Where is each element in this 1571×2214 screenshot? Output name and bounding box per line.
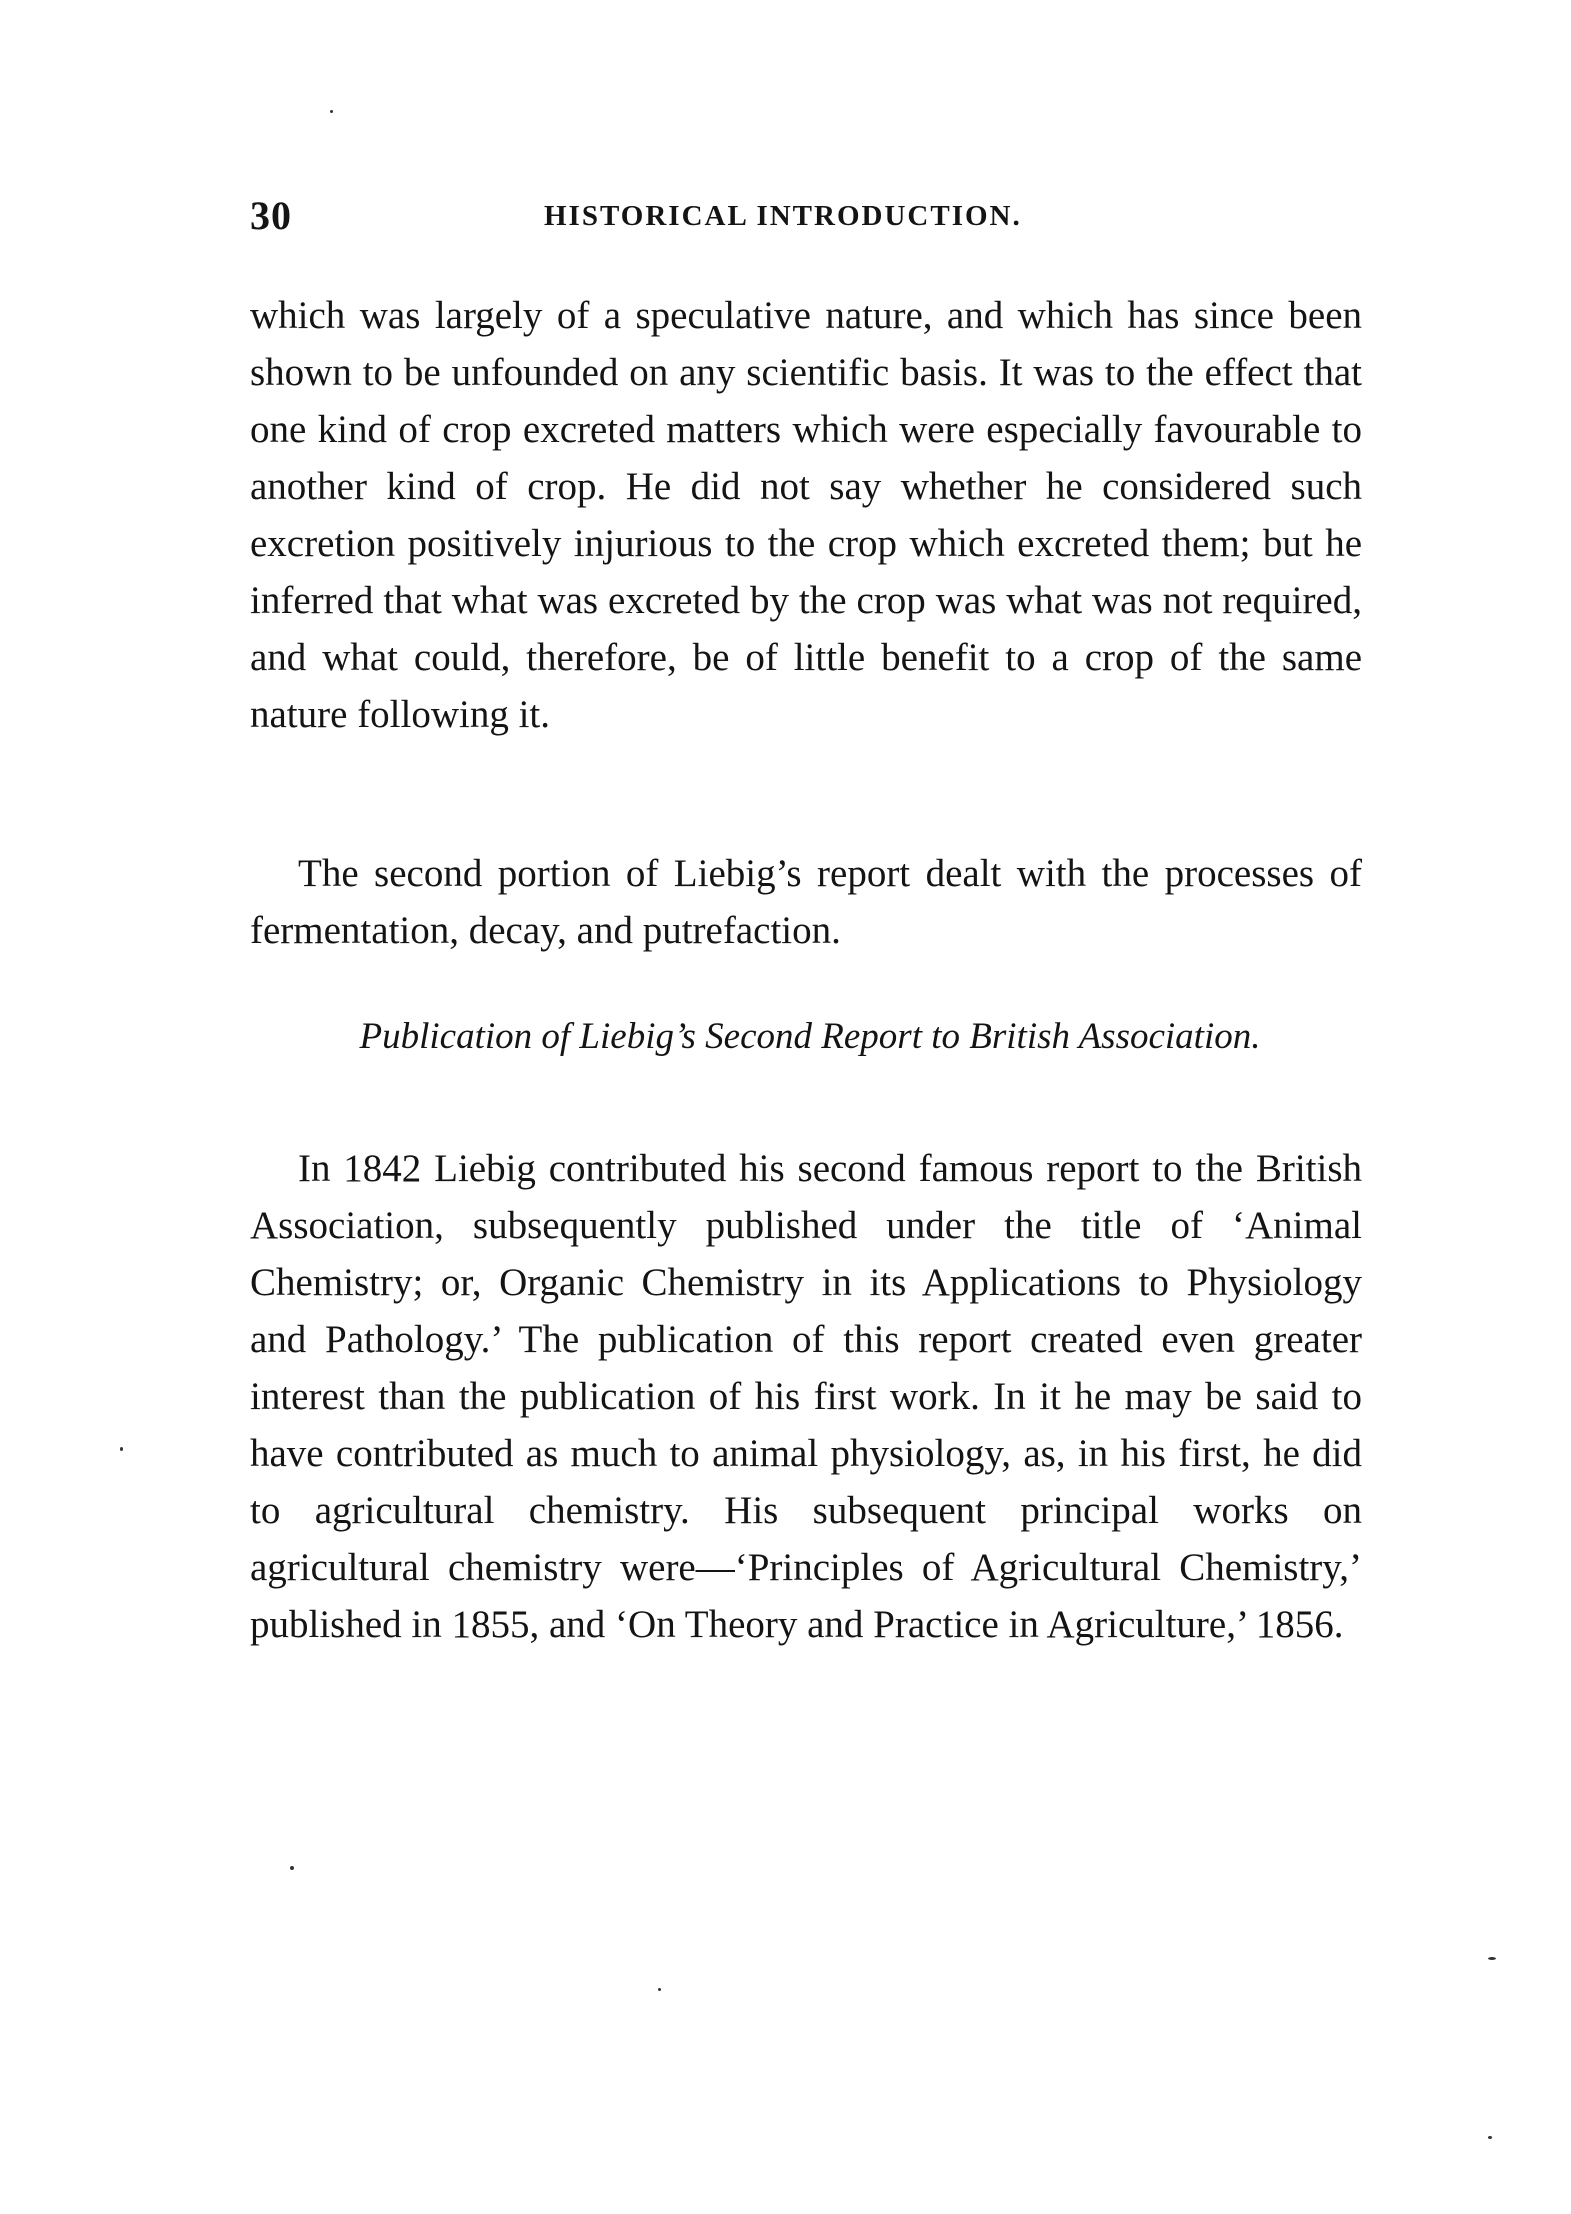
paragraph-second-portion: The second portion of Liebig’s report dealt with the processes of fermentation, decay, and putrefaction. [250, 852, 1362, 952]
page-number: 30 [250, 193, 292, 238]
running-head [244, 188, 1364, 248]
scan-speck [330, 110, 333, 113]
section-heading: Publication of Liebig’s Second Report to British Association. [359, 1016, 1261, 1057]
scan-speck [290, 1866, 294, 1870]
scan-speck [1488, 1957, 1496, 1960]
scan-speck [658, 1988, 661, 1991]
running-title: HISTORICAL INTRODUCTION. [544, 200, 1022, 232]
scan-speck [120, 1447, 123, 1451]
paragraph-section-body: In 1842 Liebig contributed his second famous report to the British Association, subsequently published under the title of ‘Animal Chemistry; or, Organic Chemistry in its Applications to Physiology and Pathology.’ The publication of this report created even greater interest than the publication of his first work. In it he may be said to have contributed as much to animal physiology, as, in his first, he did to agricultural chemistry. His subsequent principal works on agricultural chemistry were—‘Principles of Agricultural Chemistry,’ published in 1855, and ‘On Theory and Practice in Agriculture,’ 1856. [250, 1147, 1362, 1646]
scan-speck [1488, 2136, 1492, 2139]
paragraph-continued: which was largely of a speculative nature, and which has since been shown to be unfounded on any scientific basis. It was to the effect that one kind of crop excreted matters which were especially favourable to another kind of crop. He did not say whether he considered such excretion positively injurious to the crop which excreted them; but he inferred that what was excreted by the crop was what was not required, and what could, therefore, be of little benefit to a crop of the same nature following it. [250, 294, 1362, 736]
